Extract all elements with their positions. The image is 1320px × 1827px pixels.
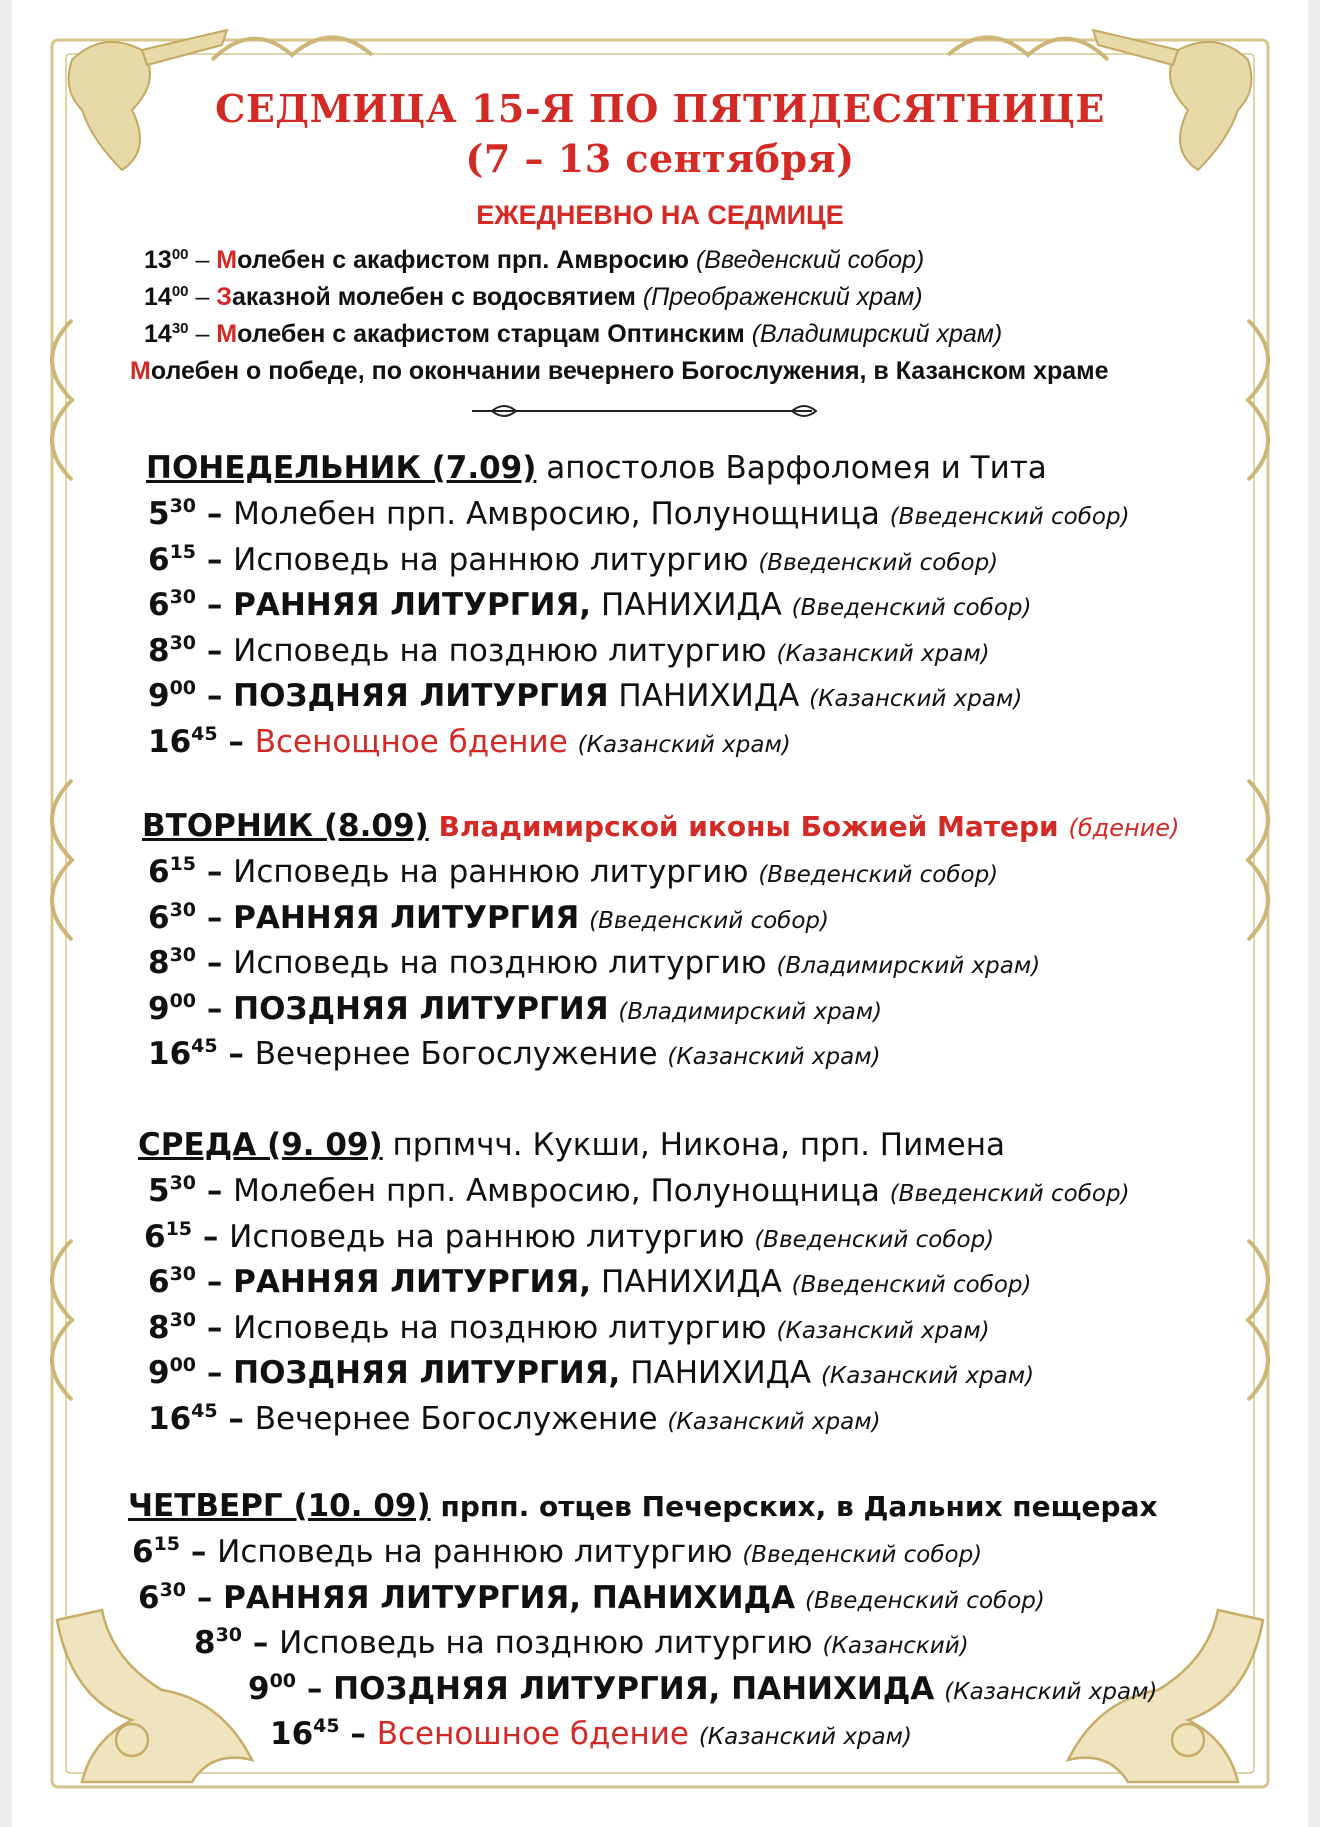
day-note: (бдение) (1068, 814, 1180, 842)
service-text: Исповедь на позднюю литургию (279, 1625, 813, 1661)
service-minutes: 45 (191, 1399, 218, 1422)
daily-heading: ЕЖЕДНЕВНО НА СЕДМИЦЕ (476, 200, 844, 230)
space (431, 1488, 441, 1524)
service-place: (Казанский храм) (944, 1678, 1158, 1705)
dash: – (186, 1579, 224, 1616)
schedule-sheet (12, 0, 1308, 1827)
dash: – (217, 1036, 255, 1072)
service-minutes: 45 (191, 1035, 218, 1057)
service-time (148, 542, 196, 578)
daily-text: олебен о победе, по окончании вечернего Богослужения, в Казанском храме (150, 357, 1109, 385)
day-name: ЧЕТВЕРГ (10. 09) (128, 1488, 431, 1524)
service-minutes: 30 (169, 944, 197, 966)
service-place: (Казанский храм) (667, 1408, 881, 1435)
date-range: (7 – 13 сентября) (465, 136, 855, 181)
service-row (148, 899, 829, 936)
space (767, 633, 777, 669)
service-place: (Введенский собор) (758, 549, 999, 576)
daily-hour: 13 (144, 246, 172, 274)
service-place: (Казанский храм) (809, 686, 1023, 712)
day-saint: прпмчч. Кукши, Никона, прп. Пимена (392, 1127, 1005, 1163)
service-place: (Казанский храм) (577, 731, 791, 758)
service-row (194, 1624, 969, 1661)
daily-time (144, 246, 189, 274)
space (429, 808, 439, 844)
space (1059, 808, 1069, 844)
service-minutes: 00 (169, 677, 197, 699)
dash: – (188, 320, 217, 348)
service-minutes: 15 (153, 1533, 181, 1555)
service-minutes: 45 (313, 1715, 340, 1737)
service-place: (Казанский) (822, 1633, 969, 1659)
service-row (148, 1354, 1034, 1391)
service-hour: 6 (148, 854, 170, 890)
service-row (148, 723, 791, 760)
service-hour: 6 (148, 899, 170, 936)
page-title: СЕДМИЦА 15-Я ПО ПЯТИДЕСЯТНИЦЕ (215, 86, 1105, 131)
service-place: (Введенский собор) (791, 1272, 1032, 1298)
day-name: ПОНЕДЕЛЬНИК (7.09) (146, 450, 537, 486)
service-place: (Введенский собор) (805, 1587, 1045, 1614)
daily-minutes: 30 (171, 320, 189, 337)
service-hour: 5 (148, 496, 170, 532)
service-minutes: 30 (159, 1578, 187, 1601)
service-row (148, 944, 1040, 981)
service-hour: 16 (148, 1400, 192, 1437)
service-minutes: 00 (269, 1669, 297, 1692)
service-hour: 6 (132, 1534, 154, 1570)
dash: – (180, 1534, 218, 1570)
service-time (148, 900, 196, 936)
service-minutes: 30 (169, 495, 197, 517)
service-minutes: 15 (169, 853, 197, 875)
space (880, 496, 890, 532)
service-time (248, 1671, 296, 1707)
service-text: Исповедь на позднюю литургию (233, 632, 767, 669)
service-hour: 16 (148, 1036, 192, 1072)
day-name: СРЕДА (9. 09) (138, 1127, 383, 1163)
service-hour: 9 (248, 1670, 270, 1707)
space (880, 1173, 890, 1209)
dash: – (196, 1309, 234, 1346)
service-row (148, 1309, 990, 1346)
service-title: РАННЯЯ ЛИТУРГИЯ, (233, 587, 592, 623)
dash: – (217, 723, 255, 760)
space (620, 1355, 630, 1391)
daily-time (144, 320, 189, 348)
service-time (148, 1264, 196, 1300)
service-text: ПАНИХИДА (600, 587, 782, 623)
service-hour: 6 (148, 541, 170, 578)
service-text: Молебен прп. Амвросию, Полунощница (233, 496, 880, 532)
service-place: (Владимирский храм) (618, 998, 883, 1025)
daily-initial: М (216, 320, 238, 348)
day-name: ВТОРНИК (8.09) (142, 808, 429, 844)
service-place: (Введенский собор) (742, 1542, 983, 1568)
space (658, 1401, 668, 1437)
service-place: (Введенский собор) (754, 1226, 995, 1253)
daily-hour: 14 (144, 283, 172, 311)
service-hour: 16 (270, 1716, 314, 1752)
service-text: Молебен прп. Амвросию, Полунощница (233, 1173, 880, 1209)
service-hour: 6 (138, 1579, 160, 1616)
space (745, 320, 752, 348)
day-saint: прпп. отцев Печерских, в Дальних пещерах (440, 1490, 1158, 1523)
day-saint: Владимирской иконы Божией Матери (438, 810, 1059, 843)
service-row (138, 1579, 1045, 1616)
space (383, 1127, 393, 1163)
space (689, 1716, 699, 1752)
dash: – (196, 496, 234, 532)
space (744, 1219, 754, 1255)
service-row (148, 1035, 881, 1072)
service-text: Исповедь на позднюю литургию (233, 945, 767, 981)
service-text: Всенощное бдение (254, 723, 568, 760)
day-heading (128, 1488, 1158, 1524)
service-time (194, 1625, 242, 1661)
dash: – (196, 678, 234, 714)
daily-initial: З (216, 283, 232, 311)
service-time (148, 1036, 218, 1072)
service-place: (Казанский храм) (776, 1317, 990, 1344)
service-hour: 5 (148, 1173, 170, 1209)
service-time (132, 1534, 180, 1570)
service-row (148, 1263, 1032, 1300)
space (767, 945, 777, 981)
service-title: РАННЯЯ ЛИТУРГИЯ, ПАНИХИДА (223, 1579, 796, 1616)
space (748, 542, 758, 578)
daily-minutes: 00 (171, 283, 189, 300)
dash: – (296, 1670, 334, 1707)
service-hour: 6 (144, 1218, 166, 1255)
space (609, 991, 619, 1027)
daily-item (130, 357, 1109, 386)
service-time (148, 633, 196, 669)
service-row (148, 1172, 1130, 1209)
daily-text: олебен с акафистом старцам Оптинским (237, 320, 745, 348)
service-place: (Введенский собор) (758, 862, 999, 888)
service-row (148, 541, 998, 578)
space (591, 1264, 601, 1300)
dash: – (192, 1218, 230, 1255)
service-text: Исповедь на раннюю литургию (229, 1218, 745, 1255)
daily-place: (Владимирский храм) (751, 320, 1003, 348)
dash: – (196, 854, 234, 890)
service-text: Исповедь на раннюю литургию (233, 541, 749, 578)
service-row (132, 1533, 982, 1570)
service-minutes: 30 (169, 631, 197, 654)
space (811, 1355, 821, 1391)
daily-minutes: 00 (171, 246, 189, 263)
service-text: Вечернее Богослужение (254, 1400, 658, 1437)
space (609, 678, 619, 714)
service-time (270, 1716, 340, 1752)
service-place: (Введенский собор) (791, 595, 1032, 621)
space (658, 1036, 668, 1072)
service-hour: 9 (148, 990, 170, 1027)
service-text: Исповедь на раннюю литургию (233, 854, 749, 890)
service-time (148, 587, 196, 623)
space (591, 587, 601, 623)
service-row (148, 677, 1022, 714)
space (732, 1534, 742, 1570)
day-heading (146, 450, 1047, 486)
dash: – (196, 1355, 234, 1391)
service-title: ПОЗДНЯЯ ЛИТУРГИЯ (233, 990, 609, 1027)
service-hour: 16 (148, 723, 192, 760)
service-time (148, 991, 196, 1027)
service-title: ПОЗДНЯЯ ЛИТУРГИЯ, ПАНИХИДА (333, 1670, 935, 1707)
service-minutes: 00 (169, 989, 197, 1012)
service-place: (Казанский храм) (776, 640, 990, 667)
service-text: ПАНИХИДА (630, 1355, 812, 1391)
service-time (138, 1580, 186, 1616)
service-row (148, 990, 882, 1027)
service-row (248, 1670, 1157, 1707)
service-place: (Введенский собор) (589, 907, 829, 934)
service-time (148, 945, 196, 981)
dash: – (188, 246, 217, 274)
daily-place: (Введенский собор) (695, 246, 925, 274)
daily-text: олебен с акафистом прп. Амвросию (237, 246, 690, 274)
dash: – (242, 1625, 280, 1661)
dash: – (339, 1716, 377, 1752)
service-minutes: 30 (215, 1624, 243, 1646)
daily-hour: 14 (144, 320, 172, 348)
space (799, 678, 809, 714)
space (934, 1671, 944, 1707)
service-minutes: 30 (169, 586, 197, 608)
service-place: (Введенский собор) (889, 1181, 1130, 1207)
daily-item (144, 246, 924, 275)
space (748, 854, 758, 890)
service-time (148, 1173, 196, 1209)
space (782, 1264, 792, 1300)
space (795, 1580, 805, 1616)
dash: – (196, 990, 234, 1027)
space (636, 283, 643, 311)
service-minutes: 30 (169, 1263, 197, 1285)
service-row (148, 632, 990, 669)
service-row (144, 1218, 994, 1255)
daily-initial: М (130, 357, 151, 385)
service-hour: 8 (148, 1309, 170, 1346)
space (689, 246, 696, 274)
service-hour: 9 (148, 1355, 170, 1391)
service-time (148, 678, 196, 714)
daily-item (144, 320, 1002, 349)
service-time (148, 496, 196, 532)
daily-text: аказной молебен с водосвятием (231, 283, 636, 311)
space (782, 587, 792, 623)
space (568, 724, 578, 760)
dash: – (196, 1173, 234, 1209)
service-hour: 8 (148, 945, 170, 981)
service-title: РАННЯЯ ЛИТУРГИЯ, (233, 1264, 592, 1300)
service-place: (Владимирский храм) (776, 953, 1041, 979)
dash: – (196, 1264, 234, 1300)
service-row (270, 1715, 912, 1752)
service-hour: 6 (148, 587, 170, 623)
service-row (148, 853, 998, 890)
service-hour: 8 (148, 632, 170, 669)
service-text: Вечернее Богослужение (254, 1036, 658, 1072)
service-minutes: 30 (169, 1308, 197, 1331)
dash: – (196, 632, 234, 669)
service-time (148, 1355, 196, 1391)
day-saint: апостолов Варфоломея и Тита (546, 450, 1047, 486)
service-place: (Введенский собор) (889, 504, 1130, 530)
service-time (148, 1401, 218, 1437)
dash: – (196, 899, 234, 936)
service-time (144, 1219, 192, 1255)
service-title: ПОЗДНЯЯ ЛИТУРГИЯ, (233, 1355, 621, 1391)
service-minutes: 15 (165, 1217, 193, 1240)
service-time (148, 854, 196, 890)
space (579, 900, 589, 936)
service-hour: 8 (194, 1625, 216, 1661)
service-place: (Казанский храм) (698, 1724, 912, 1750)
service-text: ПАНИХИДА (600, 1264, 782, 1300)
divider-flourish (472, 406, 816, 416)
service-text: Исповедь на раннюю литургию (217, 1534, 733, 1570)
daily-time (144, 283, 189, 311)
daily-initial: М (216, 246, 238, 274)
service-row (148, 586, 1032, 623)
service-place: (Казанский храм) (667, 1044, 881, 1070)
dash: – (196, 945, 234, 981)
service-minutes: 45 (191, 722, 218, 745)
service-place: (Казанский храм) (820, 1363, 1035, 1389)
service-time (148, 1310, 196, 1346)
service-minutes: 00 (169, 1354, 197, 1376)
dash: – (188, 283, 217, 311)
dash: – (196, 541, 234, 578)
service-minutes: 30 (169, 1172, 197, 1194)
service-title: РАННЯЯ ЛИТУРГИЯ (233, 899, 580, 936)
service-hour: 6 (148, 1264, 170, 1300)
service-text: Всеношное бдение (376, 1716, 689, 1752)
service-minutes: 30 (169, 898, 197, 921)
dash: – (217, 1400, 255, 1437)
service-row (148, 495, 1130, 532)
service-row (148, 1400, 881, 1437)
daily-item (144, 283, 923, 312)
service-minutes: 15 (169, 540, 197, 563)
space (536, 450, 546, 486)
service-text: ПАНИХИДА (618, 678, 800, 714)
space (767, 1310, 777, 1346)
service-hour: 9 (148, 678, 170, 714)
service-text: Исповедь на позднюю литургию (233, 1309, 767, 1346)
day-heading (138, 1127, 1005, 1163)
daily-place: (Преображенский храм) (642, 283, 923, 311)
service-time (148, 724, 218, 760)
day-heading (142, 808, 1179, 844)
service-title: ПОЗДНЯЯ ЛИТУРГИЯ (233, 678, 609, 714)
space (813, 1625, 823, 1661)
dash: – (196, 587, 234, 623)
